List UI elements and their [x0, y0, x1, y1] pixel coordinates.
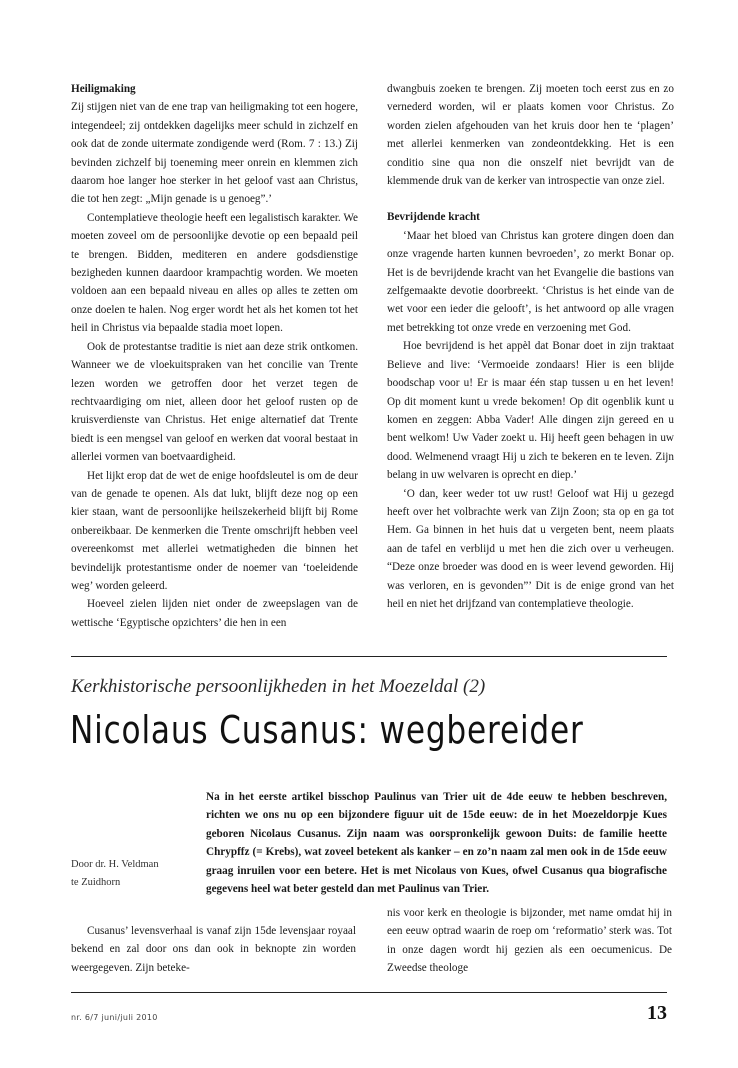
- divider-top: [71, 656, 667, 657]
- right-column: [387, 80, 674, 613]
- article-title: Nicolaus Cusanus: wegbereider: [70, 708, 584, 752]
- byline-location: te Zuidhorn: [71, 877, 121, 888]
- article-intro: Na in het eerste artikel bisschop Paulinus van Trier uit de 4de eeuw te hebben beschreven, richten we ons nu op een bijzondere figuur uit de 15de eeuw: de in het Moezeldorpje Kues geboren Nicolaus Cusanus. Zijn naam was oorspronkelijk gewoon Duits: de familie heette Chrypffz (= Krebs), wat zoveel betekent als kanker – en zo’n naam zal men ook in de 15de eeuw graag inruilen voor een betere. Het is met Nicolaus von Kues, ofwel Cusanus qua biografische gegevens heel wat beter gesteld dan met Paulinus van Trier.: [206, 791, 667, 896]
- byline: [71, 856, 191, 892]
- paragraph: ‘O dan, keer weder tot uw rust! Geloof wat Hij u gezegd heeft over het volbrachte werk van Zijn Zoon; sta op en ga tot Hem. Ga binnen in het huis dat u vergeten bent, neem plaats aan de tafel en verblijd u met hen die zich over u verheugen. “Deze onze broeder was dood en is weer levend geworden. Hij was verloren, en is gevonden”’ Dit is de enige grond van het heil en niet het drijfzand van contemplatieve theologie.: [387, 487, 674, 610]
- section-heading-heiligmaking: Heiligmaking: [71, 83, 136, 95]
- divider-bottom: [71, 992, 667, 993]
- paragraph: Hoeveel zielen lijden niet onder de zweepslagen van de wettische ‘Egyptische opzichters’ die hen in een: [71, 598, 358, 629]
- paragraph: Het lijkt erop dat de wet de enige hoofdsleutel is om de deur van de genade te openen. Als dat lukt, blijft deze nog op een kier staan, want de persoonlijke heilszekerheid blijft bij Rome onbereikbaar. De kenmerken die Trente omschrijft hebben veel overeenkomst met allerlei wetmatigheden die binnen het bevindelijk protestantisme onder de noemer van ‘toeleidende weg’ worden geleerd.: [71, 469, 358, 592]
- paragraph: Zij stijgen niet van de ene trap van heiligmaking tot een hogere, integendeel; zij ontdekken dagelijks meer schuld in zichzelf en ook dat de zonde uitermate zondigende werd (Rom. 7 : 13.) Zij bevinden zichzelf bij toeneming meer onrein en klemmen zich daarom hoe langer hoe sterker in het geloof vast aan Christus, die tot hen zegt: „Mijn genade is u genoeg”.’: [71, 101, 358, 206]
- paragraph: Cusanus’ levensverhaal is vanaf zijn 15de levensjaar royaal bekend en zal door ons dan ook in beknopte zin worden weergegeven. Zijn beteke-: [71, 925, 356, 974]
- paragraph: Ook de protestantse traditie is niet aan deze strik ontkomen. Wanneer we de vloekuitspraken van het concilie van Trente lezen worden we getroffen door het verzet tegen de rechtvaardiging om niet, alleen door het geloof rusten op de kruisverdienste van Christus. Het enige alternatief dat Trente biedt is een mengsel van geloof en werken dat vooral bestaat in allerlei vormen van boetvaardigheid.: [71, 340, 358, 464]
- article-body-right: [387, 904, 672, 978]
- issue-label: nr. 6/7 juni/juli 2010: [71, 1013, 158, 1022]
- series-title: Kerkhistorische persoonlijkheden in het Moezeldal (2): [71, 676, 486, 697]
- section-heading-bevrijdende-kracht: Bevrijdende kracht: [387, 211, 480, 224]
- article-body-left: [71, 922, 356, 977]
- paragraph: Contemplatieve theologie heeft een legalistisch karakter. We moeten zoveel om de persoonlijke devotie op een bepaald peil te brengen. Bidden, mediteren en andere godsdienstige bezigheden kunnen daardoor krampachtig worden. We moeten voldoen aan een bepaald niveau en alles op alles te zetten om onze doelen te halen. Nog erger wordt het als het komen tot het heil in Christus via bepaalde stadia moet lopen.: [71, 211, 358, 335]
- byline-author: Door dr. H. Veldman: [71, 859, 159, 870]
- left-column: [71, 80, 358, 632]
- paragraph-continuation: dwangbuis zoeken te brengen. Zij moeten toch eerst zus en zo vernederd worden, wil er plaats komen voor Christus. Zo worden zielen afgehouden van het kruis door hen te ‘plagen’ met allerlei kenmerken van zondeontdekking. Het is een conditio sine qua non die onszelf niet bevrijdt van de klemmende druk van de kerker van introspectie van onze ziel.: [387, 83, 674, 188]
- paragraph: Hoe bevrijdend is het appèl dat Bonar doet in zijn traktaat Believe and live: ‘Vermoeide zondaars! Hier is een blijde boodschap voor u! Er is maar één stap tussen u en het leven! Op dit moment kunt u vrede bekomen! Op dit ogenblik kunt u komen en zeggen: Abba Vader! Alle dingen zijn gereed en u bent welkom! Uw Vader zoekt u. Hij heeft geen behagen in uw dood. Welmenend vraagt Hij u zich te bekeren en te leven. Zijn belang in uw welvaren is oprecht en diep.’: [387, 340, 674, 482]
- paragraph: nis voor kerk en theologie is bijzonder, met name omdat hij in een eeuw optrad waarin de roep om ‘reformatio’ sterk was. Tot in onze dagen wordt hij gezien als een oecumenicus. De Zweedse theologe: [387, 907, 672, 975]
- paragraph: ‘Maar het bloed van Christus kan grotere dingen doen dan onze vragende harten kunnen bevroeden’, zo merkt Bonar op. Het is de bevrijdende kracht van het Evangelie die bastions van zelfgemaakte devotie doorbreekt. ‘Christus is het einde van de wet voor een ieder die gelooft’, is het antwoord op alle vragen met betrekking tot onze vrede en verzoening met God.: [387, 229, 674, 334]
- page-number: 13: [647, 1002, 667, 1024]
